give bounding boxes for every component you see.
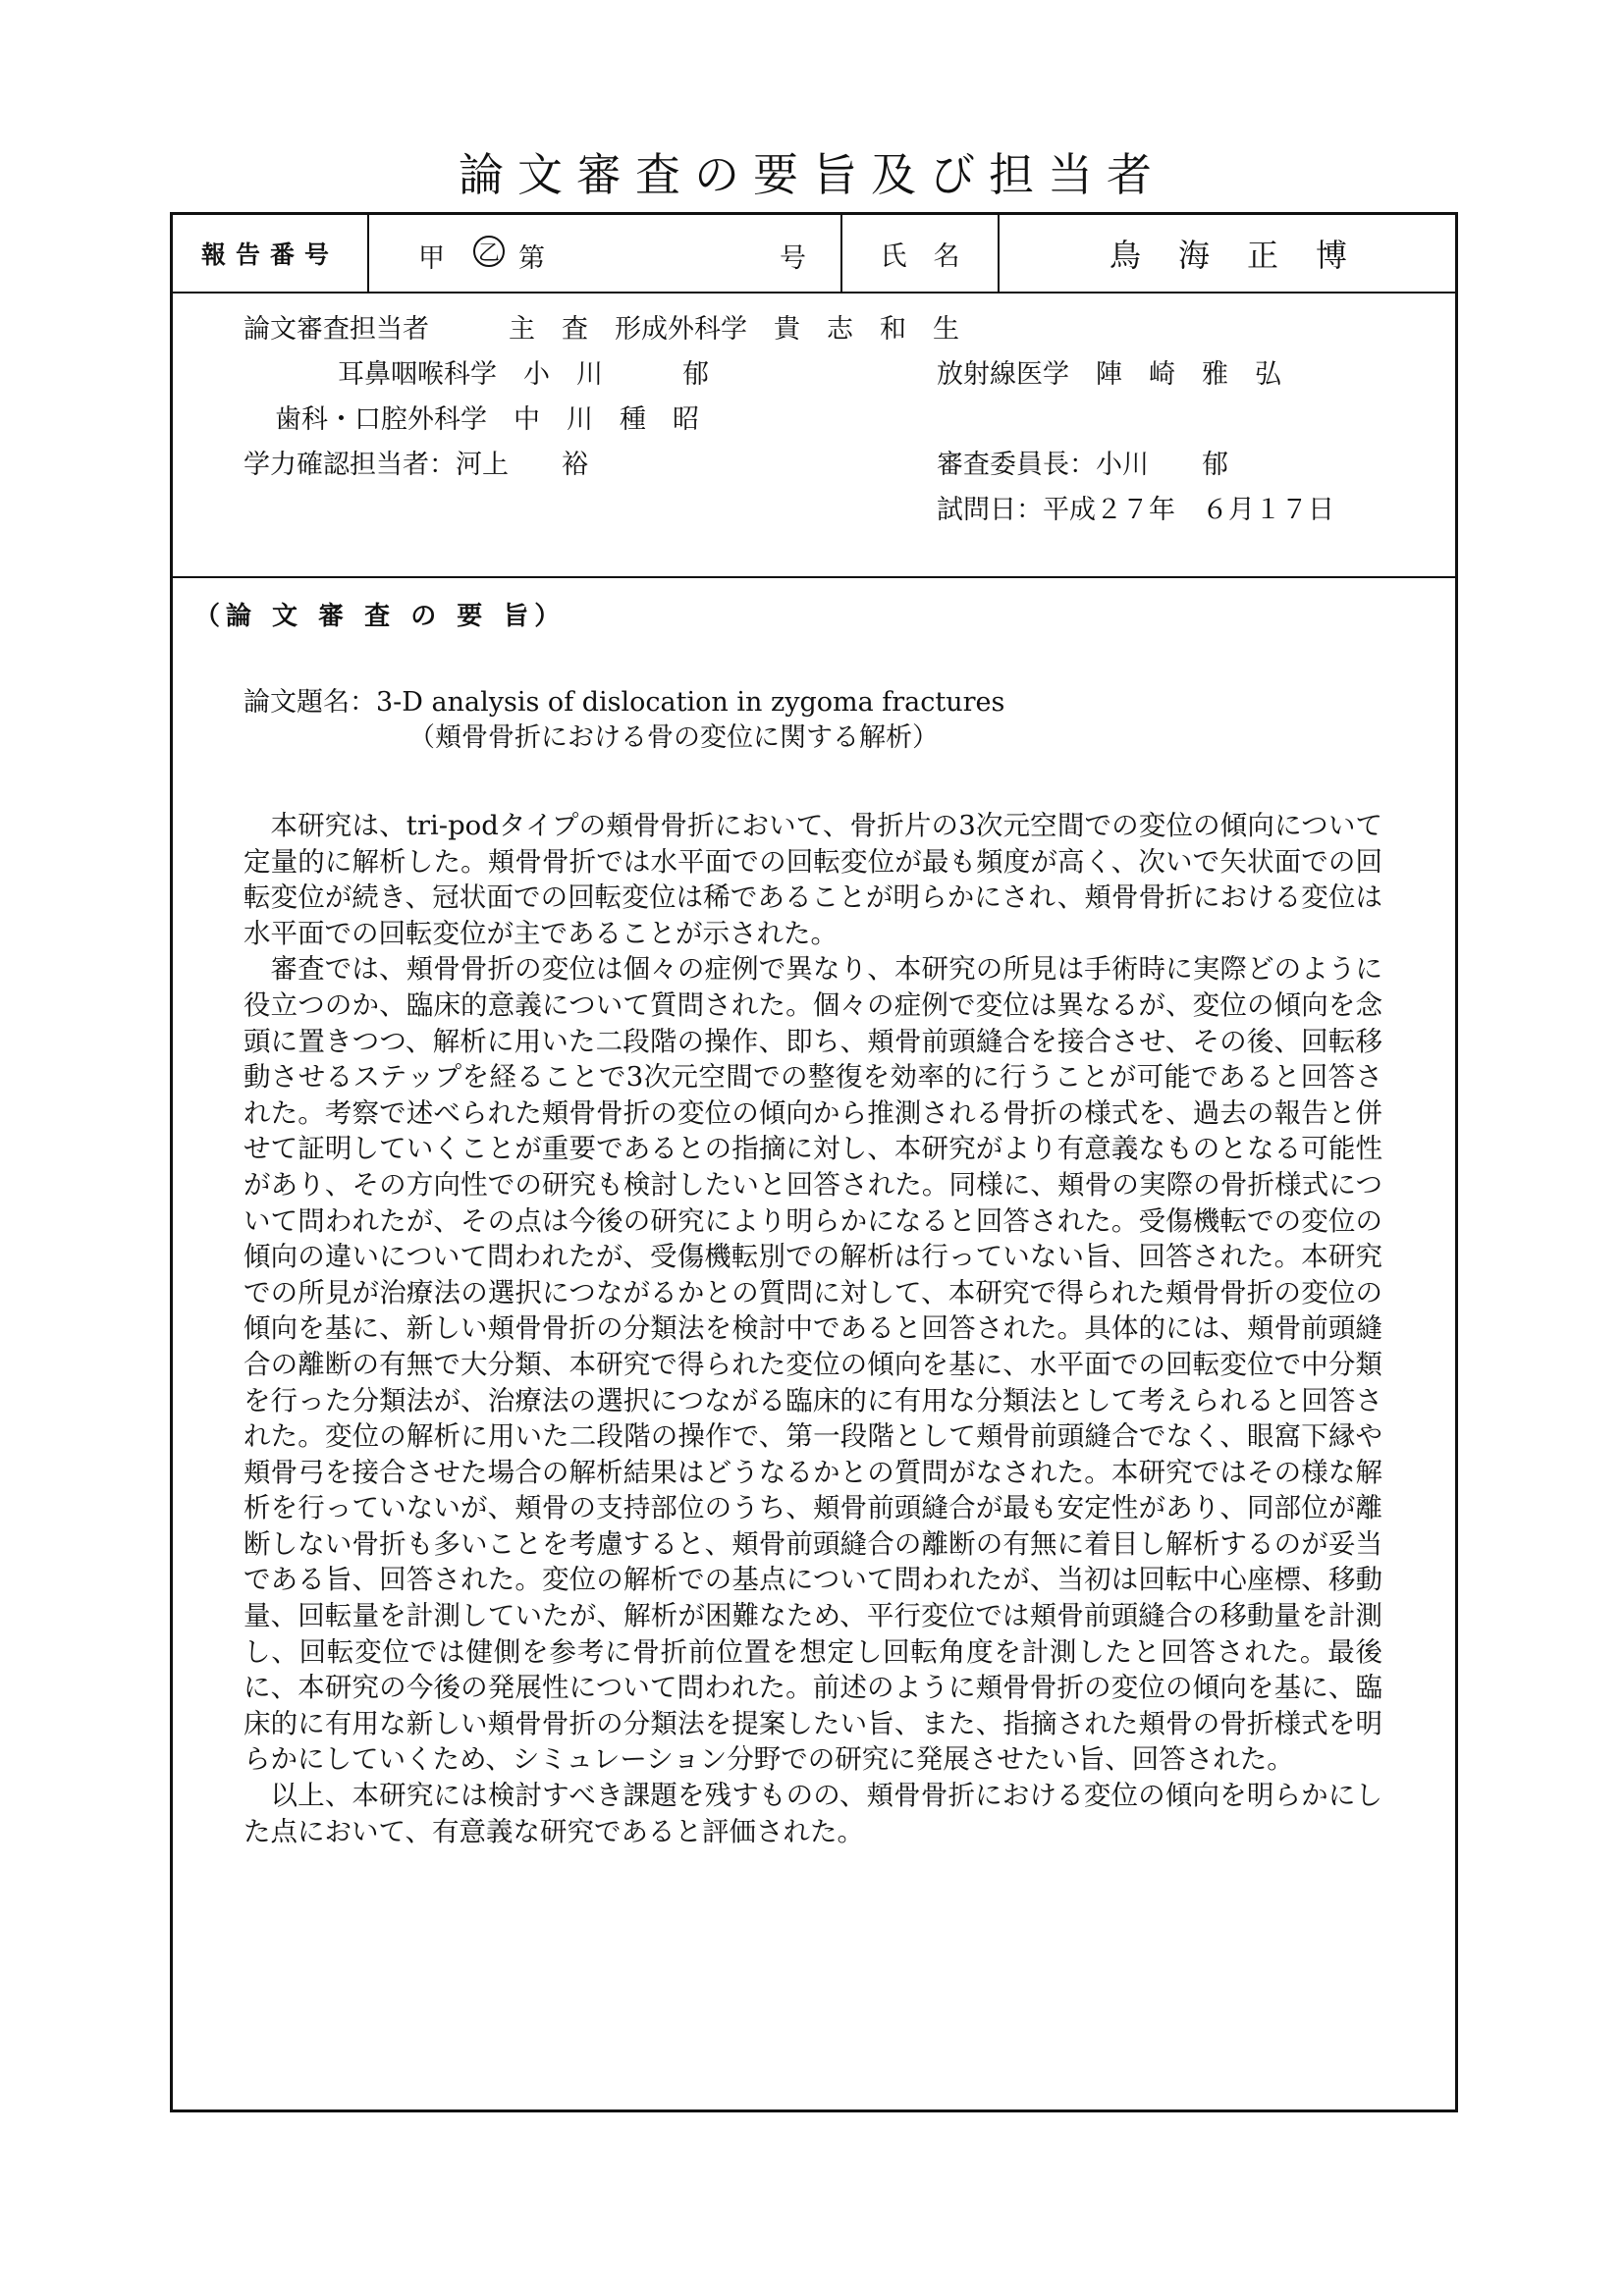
paragraph-3: 以上、本研究には検討すべき課題を残すものの、頬骨骨折における変位の傾向を明らかにした点において、有意義な研究であると評価された。 (244, 1780, 1382, 1847)
committee-line-2-right: 放射線医学 陣 崎 雅 弘 (937, 359, 1281, 390)
review-form-frame (170, 212, 1458, 2112)
committee-line-2-left: 耳鼻咽喉科学 小 川 郁 (338, 359, 709, 390)
committee-line-4-left: 学力確認担当者：河上 裕 (244, 450, 588, 480)
gou-mark: 号 (780, 243, 806, 274)
header-row (173, 215, 1455, 294)
paragraph-2: 審査では、頬骨骨折の変位は個々の症例で異なり、本研究の所見は手術時に実際どのように役立つのか、臨床的意義について質問された。個々の症例で変位は異なるが、変位の傾向を念頭に置きつつ、解析に用いた二段階の操作、即ち、頬骨前頭縫合を接合させ、その後、回転移動させるステップを経ることで3次元空間での整復を効率的に行うことが可能であると回答された。考察で述べられた頬骨骨折の変位の傾向から推測される骨折の様式を、過去の報告と併せて証明していくことが重要であるとの指摘に対し、本研究がより有意義なものとなる可能性があり、その方向性での研究も検討したいと回答された。同様に、頬骨の実際の骨折様式について問われたが、その点は今後の研究により明らかになると回答された。受傷機転での変位の傾向の違いについて問われたが、受傷機転別での解析は行っていない旨、回答された。本研究での所見が治療法の選択につながるかとの質問に対して、本研究で得られた頬骨骨折の変位の傾向を基に、新しい頬骨骨折の分類法を検討中であると回答された。具体的には、頬骨前頭縫合の離断の有無で大分類、本研究で得られた変位の傾向を基に、水平面での回転変位で中分類を行った分類法が、治療法の選択につながる臨床的に有用な分類法として考えられると回答された。変位の解析に用いた二段階の操作で、第一段階として頬骨前頭縫合でなく、眼窩下縁や頬骨弓を接合させた場合の解析結果はどうなるかとの質問がなされた。本研究ではその様な解析を行っていないが、頬骨の支持部位のうち、頬骨前頭縫合が最も安定性があり、同部位が離断しない骨折も多いことを考慮すると、頬骨前頭縫合の離断の有無に着目し解析するのが妥当である旨、回答された。変位の解析での基点について問われたが、当初は回転中心座標、移動量、回転量を計測していたが、解析が困難なため、平行変位では頬骨前頭縫合の移動量を計測し、回転変位では健側を参考に骨折前位置を想定し回転角度を計測したと回答された。最後に、本研究の今後の発展性について問われた。前述のように頬骨骨折の変位の傾向を基に、臨床的に有用な新しい頬骨骨折の分類法を提案したい旨、また、指摘された頬骨の骨折様式を明らかにしていくため、シミュレーション分野での研究に発展させたい旨、回答された。 (244, 953, 1382, 1776)
committee-line-1: 論文審査担当者 主 査 形成外科学 貴 志 和 生 (244, 314, 959, 345)
name-value (1000, 215, 1457, 292)
paper-title: 論文題名：3-D analysis of dislocation in zygoma fractures (244, 687, 1005, 718)
dai-mark: 第 (518, 243, 545, 274)
committee-line-3: 歯科・口腔外科学 中 川 種 昭 (275, 404, 699, 435)
page-title: 論文審査の要旨及び担当者 (459, 148, 1165, 201)
report-number-label: 報告番号 (200, 240, 339, 269)
report-number-field (369, 215, 840, 292)
section-label: （論 文 審 査 の 要 旨） (194, 602, 567, 631)
otsu-circled-mark: 乙 (473, 236, 505, 267)
exam-date: 試問日：平成２７年 ６月１７日 (937, 495, 1334, 525)
paragraph-1: 本研究は、tri-podタイプの頬骨骨折において、骨折片の3次元空間での変位の傾向について定量的に解析した。頬骨骨折では水平面での回転変位が最も頻度が高く、次いで矢状面での回転変位が続き、冠状面での回転変位は稀であることが明らかにされ、頬骨骨折における変位は水平面での回転変位が主であることが示された。 (244, 810, 1382, 949)
name-label: 氏 名 (880, 240, 960, 272)
review-summary-body (244, 808, 1382, 1849)
committee-line-4-right: 審査委員長：小川 郁 (937, 450, 1228, 480)
candidate-name: 鳥海正博 (1109, 237, 1384, 274)
committee-block (173, 294, 1455, 578)
kou-mark: 甲 (418, 243, 445, 274)
paper-title-japanese: （頬骨骨折における骨の変位に関する解析） (408, 722, 939, 753)
